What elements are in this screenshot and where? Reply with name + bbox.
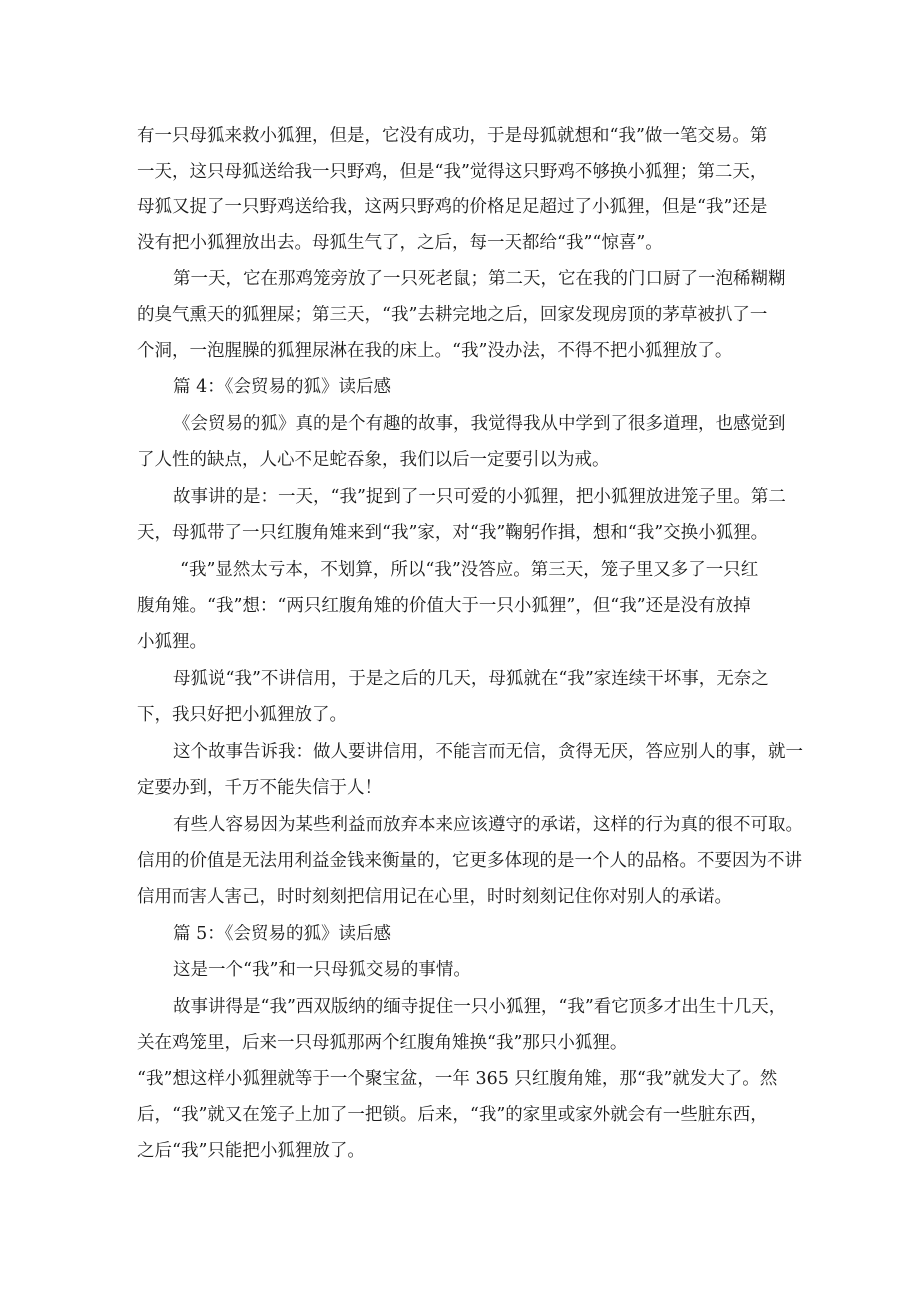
text-line: 了人性的缺点，人心不足蛇吞象，我们以后一定要引以为戒。	[137, 450, 610, 470]
text-line: 腹角雉。“我”想：“两只红腹角雉的价值大于一只小狐狸”，但“我”还是没有放掉	[137, 596, 751, 616]
text-line: 信用的价值是无法用利益金钱来衡量的，它更多体现的是一个人的品格。不要因为不讲	[137, 851, 802, 871]
text-line: 这个故事告诉我：做人要讲信用，不能言而无信，贪得无厌，答应别人的事，就一	[173, 742, 803, 762]
text-line: 没有把小狐狸放出去。母狐生气了，之后，每一天都给“我”“惊喜”。	[137, 233, 663, 253]
text-line: “我”想这样小狐狸就等于一个聚宝盆，一年 365 只红腹角雉，那“我”就发大了。然	[137, 1069, 778, 1089]
text-line: 母狐说“我”不讲信用，于是之后的几天，母狐就在“我”家连续干坏事，无奈之	[173, 669, 769, 689]
section-heading: 篇 4：《会贸易的狐》读后感	[173, 377, 391, 397]
text-line: 母狐又捉了一只野鸡送给我，这两只野鸡的价格足足超过了小狐狸，但是“我”还是	[137, 197, 768, 217]
text-line: 有一只母狐来救小狐狸，但是，它没有成功，于是母狐就想和“我”做一笔交易。第	[137, 126, 768, 146]
text-line: 有些人容易因为某些利益而放弃本来应该遵守的承诺，这样的行为真的很不可取。	[173, 815, 803, 835]
text-line: 天，母狐带了一只红腹角雉来到“我”家，对“我”鞠躬作揖，想和“我”交换小狐狸。	[137, 523, 769, 543]
text-line: 第一天，它在那鸡笼旁放了一只死老鼠；第二天，它在我的门口厨了一泡稀糊糊	[173, 269, 786, 289]
text-line: 故事讲得是“我”西双版纳的缅寺捉住一只小狐狸，“我”看它顶多才出生十几天，	[173, 997, 787, 1017]
text-line: 《会贸易的狐》真的是个有趣的故事，我觉得我从中学到了很多道理，也感觉到	[173, 414, 786, 434]
text-line: 一天，这只母狐送给我一只野鸡，但是“我”觉得这只野鸡不够换小狐狸；第二天，	[137, 162, 768, 182]
section-heading: 篇 5：《会贸易的狐》读后感	[173, 924, 391, 944]
text-line: 下，我只好把小狐狸放了。	[137, 705, 347, 725]
text-line: 信用而害人害己，时时刻刻把信用记在心里，时时刻刻记住你对别人的承诺。	[137, 887, 732, 907]
text-line: 这是一个“我”和一只母狐交易的事情。	[173, 960, 471, 980]
text-line: “我”显然太亏本，不划算，所以“我”没答应。第三天，笼子里又多了一只红	[180, 560, 759, 580]
text-line: 后，“我”就又在笼子上加了一把锁。后来，“我”的家里或家外就会有一些脏东西，	[137, 1105, 768, 1125]
text-line: 故事讲的是：一天，“我”捉到了一只可爱的小狐狸，把小狐狸放进笼子里。第二	[173, 487, 786, 507]
text-line: 定要办到，千万不能失信于人！	[137, 778, 382, 798]
text-line: 个洞，一泡腥臊的狐狸尿淋在我的床上。“我”没办法，不得不把小狐狸放了。	[137, 341, 733, 361]
text-line: 之后“我”只能把小狐狸放了。	[137, 1141, 365, 1161]
text-line: 的臭气熏天的狐狸屎；第三天，“我”去耕完地之后，回家发现房顶的茅草被扒了一	[137, 305, 768, 325]
text-line: 小狐狸。	[137, 632, 207, 652]
text-line: 关在鸡笼里，后来一只母狐那两个红腹角雉换“我”那只小狐狸。	[137, 1033, 628, 1053]
